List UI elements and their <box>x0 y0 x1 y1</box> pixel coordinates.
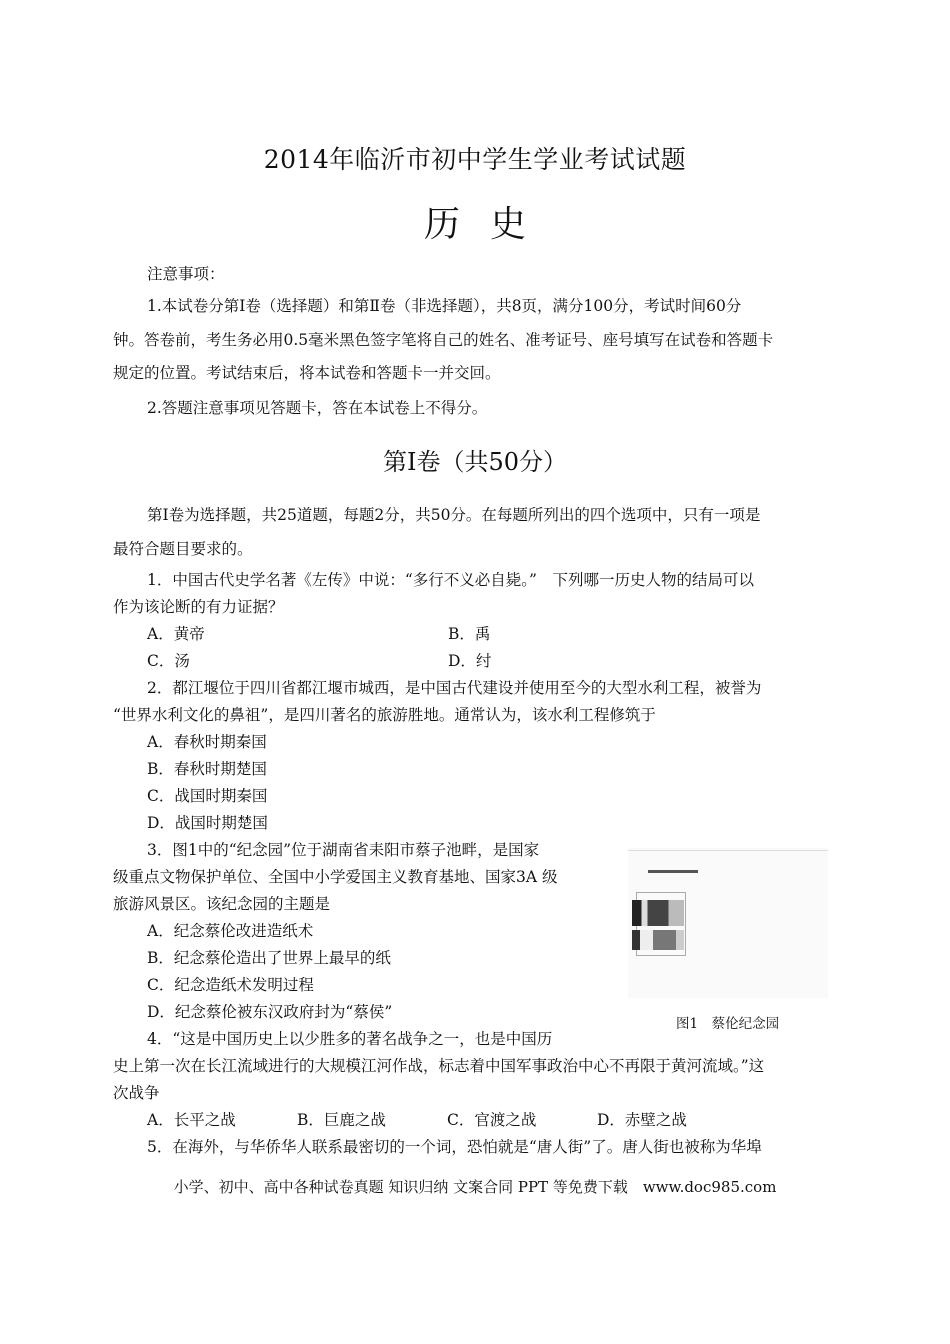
question-3-line-2: 级重点文物保护单位、全国中小学爱国主义教育基地、国家3A 级 <box>113 868 558 886</box>
question-4-option-a: A．长平之战 <box>147 1111 236 1129</box>
question-2-option-a: A．春秋时期秦国 <box>147 733 267 751</box>
notice-heading: 注意事项： <box>147 265 225 283</box>
question-3-option-c: C．纪念造纸术发明过程 <box>147 976 314 994</box>
question-4-line-3: 次战争 <box>113 1084 160 1102</box>
exam-title: 2014年临沂市初中学生学业考试试题 <box>263 145 687 174</box>
subject-title: 历史 <box>423 204 556 245</box>
notice-item-2: 2.答题注意事项见答题卡，答在本试卷上不得分。 <box>147 399 488 417</box>
footer-text: 小学、初中、高中各种试卷真题 知识归纳 文案合同 PPT 等免费下载 www.doc985.com <box>173 1178 777 1196</box>
question-1-option-d: D．纣 <box>448 652 492 670</box>
question-5-line-1: 5．在海外，与华侨华人联系最密切的一个词，恐怕就是“唐人街”了。唐人街也被称为华埠 <box>147 1138 762 1156</box>
figure-1-caption: 图1 蔡伦纪念园 <box>676 1016 780 1032</box>
question-1-line-2: 作为该论断的有力证据？ <box>113 598 284 616</box>
question-1-option-a: A．黄帝 <box>147 625 205 643</box>
question-2-option-c: C．战国时期秦国 <box>147 787 268 805</box>
figure-photo-block-bottom <box>632 930 684 950</box>
figure-border-line <box>628 850 828 851</box>
question-4-option-c: C．官渡之战 <box>447 1111 537 1129</box>
section-1-title: 第Ⅰ卷（共50分） <box>382 448 568 476</box>
question-3-option-a: A．纪念蔡伦改进造纸术 <box>147 922 314 940</box>
section-1-intro-line-2: 最符合题目要求的。 <box>113 540 253 558</box>
notice-item-1-line-3: 规定的位置。考试结束后，将本试卷和答题卡一并交回。 <box>113 364 501 382</box>
question-4-line-1: 4．“这是中国历史上以少胜多的著名战争之一，也是中国历 <box>147 1030 553 1048</box>
question-4-option-b: B．巨鹿之战 <box>297 1111 386 1129</box>
question-3-line-3: 旅游风景区。该纪念园的主题是 <box>113 895 331 913</box>
question-4-option-d: D．赤壁之战 <box>597 1111 687 1129</box>
question-2-option-b: B．春秋时期楚国 <box>147 760 267 778</box>
question-4-line-2: 史上第一次在长江流域进行的大规模江河作战，标志着中国军事政治中心不再限于黄河流域。”这 <box>113 1057 765 1075</box>
notice-item-1-line-1: 1.本试卷分第Ⅰ卷（选择题）和第Ⅱ卷（非选择题），共8页，满分100分，考试时间60分 <box>147 297 742 315</box>
question-3-line-1: 3．图1中的“纪念园”位于湖南省耒阳市蔡子池畔，是国家 <box>147 841 540 859</box>
cai-lun-memorial-image <box>628 848 828 998</box>
question-3-option-b: B．纪念蔡伦造出了世界上最早的纸 <box>147 949 391 967</box>
notice-item-1-line-2: 钟。答卷前，考生务必用0.5毫米黑色签字笔将自己的姓名、准考证号、座号填写在试卷和答题卡 <box>113 331 774 349</box>
question-2-line-2: “世界水利文化的鼻祖”，是四川著名的旅游胜地。通常认为，该水利工程修筑于 <box>113 706 656 724</box>
question-2-option-d: D．战国时期楚国 <box>147 814 268 832</box>
question-1-line-1: 1．中国古代史学名著《左传》中说：“多行不义必自毙。” 下列哪一历史人物的结局可以 <box>147 571 754 589</box>
figure-photo-block-top <box>632 900 684 926</box>
question-2-line-1: 2．都江堰位于四川省都江堰市城西，是中国古代建设并使用至今的大型水利工程，被誉为 <box>147 679 762 697</box>
question-1-option-b: B．禹 <box>448 625 491 643</box>
question-3-option-d: D．纪念蔡伦被东汉政府封为“蔡侯” <box>147 1003 393 1021</box>
question-1-option-c: C．汤 <box>147 652 190 670</box>
figure-header-bar <box>648 870 698 873</box>
section-1-intro-line-1: 第Ⅰ卷为选择题，共25道题，每题2分，共50分。在每题所列出的四个选项中，只有一项是 <box>147 506 761 524</box>
